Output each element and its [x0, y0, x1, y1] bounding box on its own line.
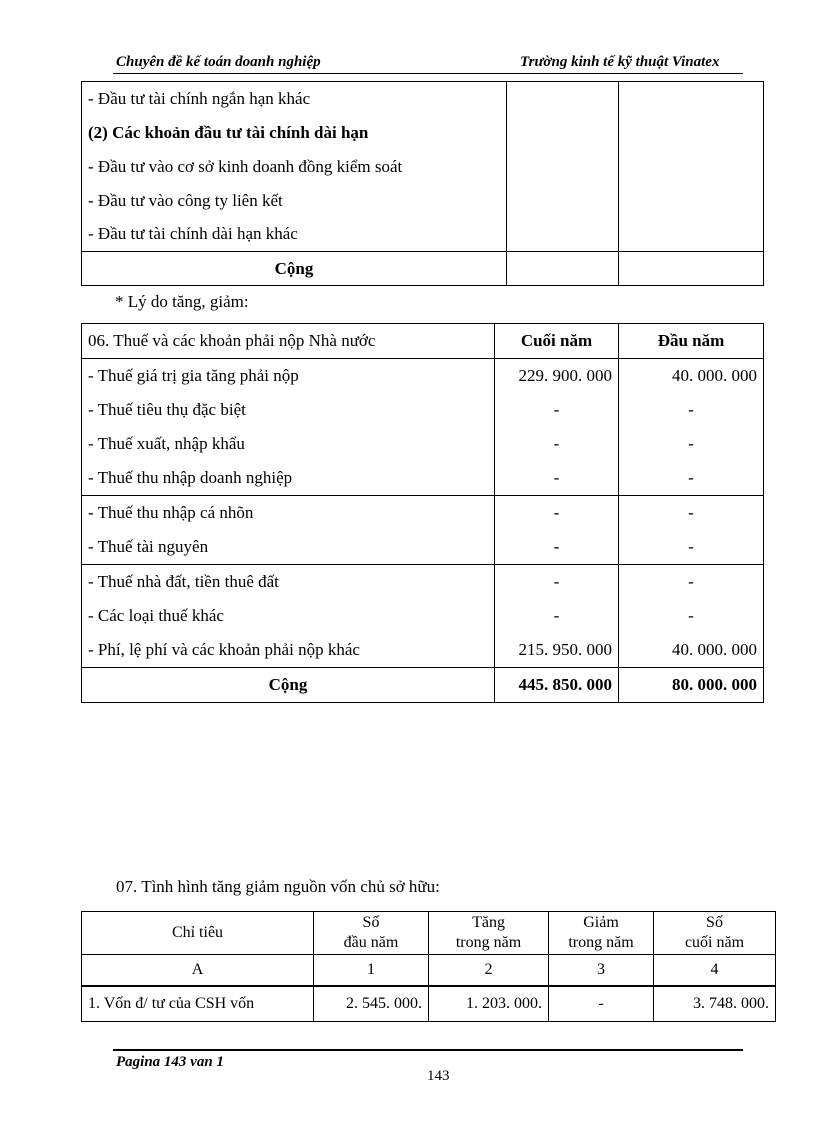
table-row — [82, 116, 764, 150]
cell-start-year: - — [619, 530, 764, 565]
table-row — [82, 218, 764, 252]
column-number: 2 — [429, 955, 549, 987]
investment-table — [81, 81, 764, 286]
header-increase: Tăng trong năm — [429, 912, 549, 955]
cell-end-year: 215. 950. 000 — [495, 633, 619, 668]
row-label: - Đầu tư tài chính dài hạn khác — [82, 218, 507, 252]
column-number-row — [82, 955, 776, 987]
total-start-year: 80. 000. 000 — [619, 668, 764, 703]
row-label: - Phí, lệ phí và các khoản phải nộp khác — [82, 633, 495, 668]
table-row — [82, 599, 764, 633]
table-header — [82, 912, 776, 955]
cell-end-year: - — [495, 599, 619, 633]
table-row — [82, 184, 764, 218]
cell-start-year: - — [619, 599, 764, 633]
cell-start-year: 40. 000. 000 — [619, 633, 764, 668]
row-label: 1. Vốn đ/ tư của CSH vốn — [82, 986, 314, 1022]
cell-start-year: - — [619, 565, 764, 600]
row-label: - Đầu tư vào cơ sở kinh doanh đồng kiểm soát — [82, 150, 507, 184]
cell-end-year: 229. 900. 000 — [495, 359, 619, 394]
header-left: Chuyên đề kế toán doanh nghiệp — [116, 54, 321, 70]
row-label: - Thuế thu nhập cá nhõn — [82, 496, 495, 531]
cell-start-year: - — [619, 496, 764, 531]
section-07-title: 07. Tình hình tăng giảm nguồn vốn chủ sở hữu: — [116, 877, 440, 896]
table-row — [82, 359, 764, 394]
column-number: 3 — [549, 955, 654, 987]
footer-left: Pagina 143 van 1 — [116, 1054, 224, 1070]
table-row — [82, 496, 764, 531]
column-number: 4 — [654, 955, 776, 987]
header-title: 06. Thuế và các khoản phải nộp Nhà nước — [82, 324, 495, 359]
row-label: - Thuế tiêu thụ đặc biệt — [82, 393, 495, 427]
cell-end-year: - — [495, 496, 619, 531]
table-header — [82, 324, 764, 359]
cell-end-year: - — [495, 393, 619, 427]
row-label: - Thuế giá trị gia tăng phải nộp — [82, 359, 495, 394]
table-row — [82, 82, 764, 116]
header-rule — [113, 73, 743, 74]
cell-start-year: - — [619, 393, 764, 427]
row-label: - Đầu tư tài chính ngắn hạn khác — [82, 82, 507, 116]
cell-start-year: 40. 000. 000 — [619, 359, 764, 394]
table-row — [82, 393, 764, 427]
total-label: Cộng — [82, 668, 495, 703]
header-decrease: Giảm trong năm — [549, 912, 654, 955]
table-row — [82, 461, 764, 496]
header-indicator: Chỉ tiêu — [82, 912, 314, 955]
row-label: - Thuế xuất, nhập khẩu — [82, 427, 495, 461]
row-label: - Thuế nhà đất, tiền thuê đất — [82, 565, 495, 600]
header-opening: Số đầu năm — [314, 912, 429, 955]
row-label: - Các loại thuế khác — [82, 599, 495, 633]
table-row — [82, 633, 764, 668]
total-end-year: 445. 850. 000 — [495, 668, 619, 703]
column-number: 1 — [314, 955, 429, 987]
cell-closing: 3. 748. 000. — [654, 986, 776, 1022]
page-number: 143 — [427, 1068, 450, 1084]
reason-text: * Lý do tăng, giảm: — [115, 292, 249, 311]
cell-decrease: - — [549, 986, 654, 1022]
header-end-year: Cuối năm — [495, 324, 619, 359]
cell-start-year: - — [619, 461, 764, 496]
cell-end-year: - — [495, 427, 619, 461]
equity-table — [81, 911, 776, 1022]
cell-end-year: - — [495, 565, 619, 600]
cell-end-year: - — [495, 530, 619, 565]
total-row — [82, 252, 764, 286]
table-row — [82, 150, 764, 184]
row-label: (2) Các khoản đầu tư tài chính dài hạn — [82, 116, 507, 150]
row-label: - Đầu tư vào công ty liên kết — [82, 184, 507, 218]
total-label: Cộng — [82, 252, 507, 286]
header-start-year: Đầu năm — [619, 324, 764, 359]
cell-increase: 1. 203. 000. — [429, 986, 549, 1022]
footer-rule — [113, 1049, 743, 1051]
table-row — [82, 986, 776, 1022]
cell-opening: 2. 545. 000. — [314, 986, 429, 1022]
table-row — [82, 565, 764, 600]
table-row — [82, 530, 764, 565]
cell-end-year: - — [495, 461, 619, 496]
header-right: Trường kinh tế kỹ thuật Vinatex — [520, 54, 720, 70]
cell-start-year: - — [619, 427, 764, 461]
total-row — [82, 668, 764, 703]
row-label: - Thuế tài nguyên — [82, 530, 495, 565]
row-label: - Thuế thu nhập doanh nghiệp — [82, 461, 495, 496]
column-number: A — [82, 955, 314, 987]
table-row — [82, 427, 764, 461]
header-closing: Số cuối năm — [654, 912, 776, 955]
tax-table — [81, 323, 764, 703]
